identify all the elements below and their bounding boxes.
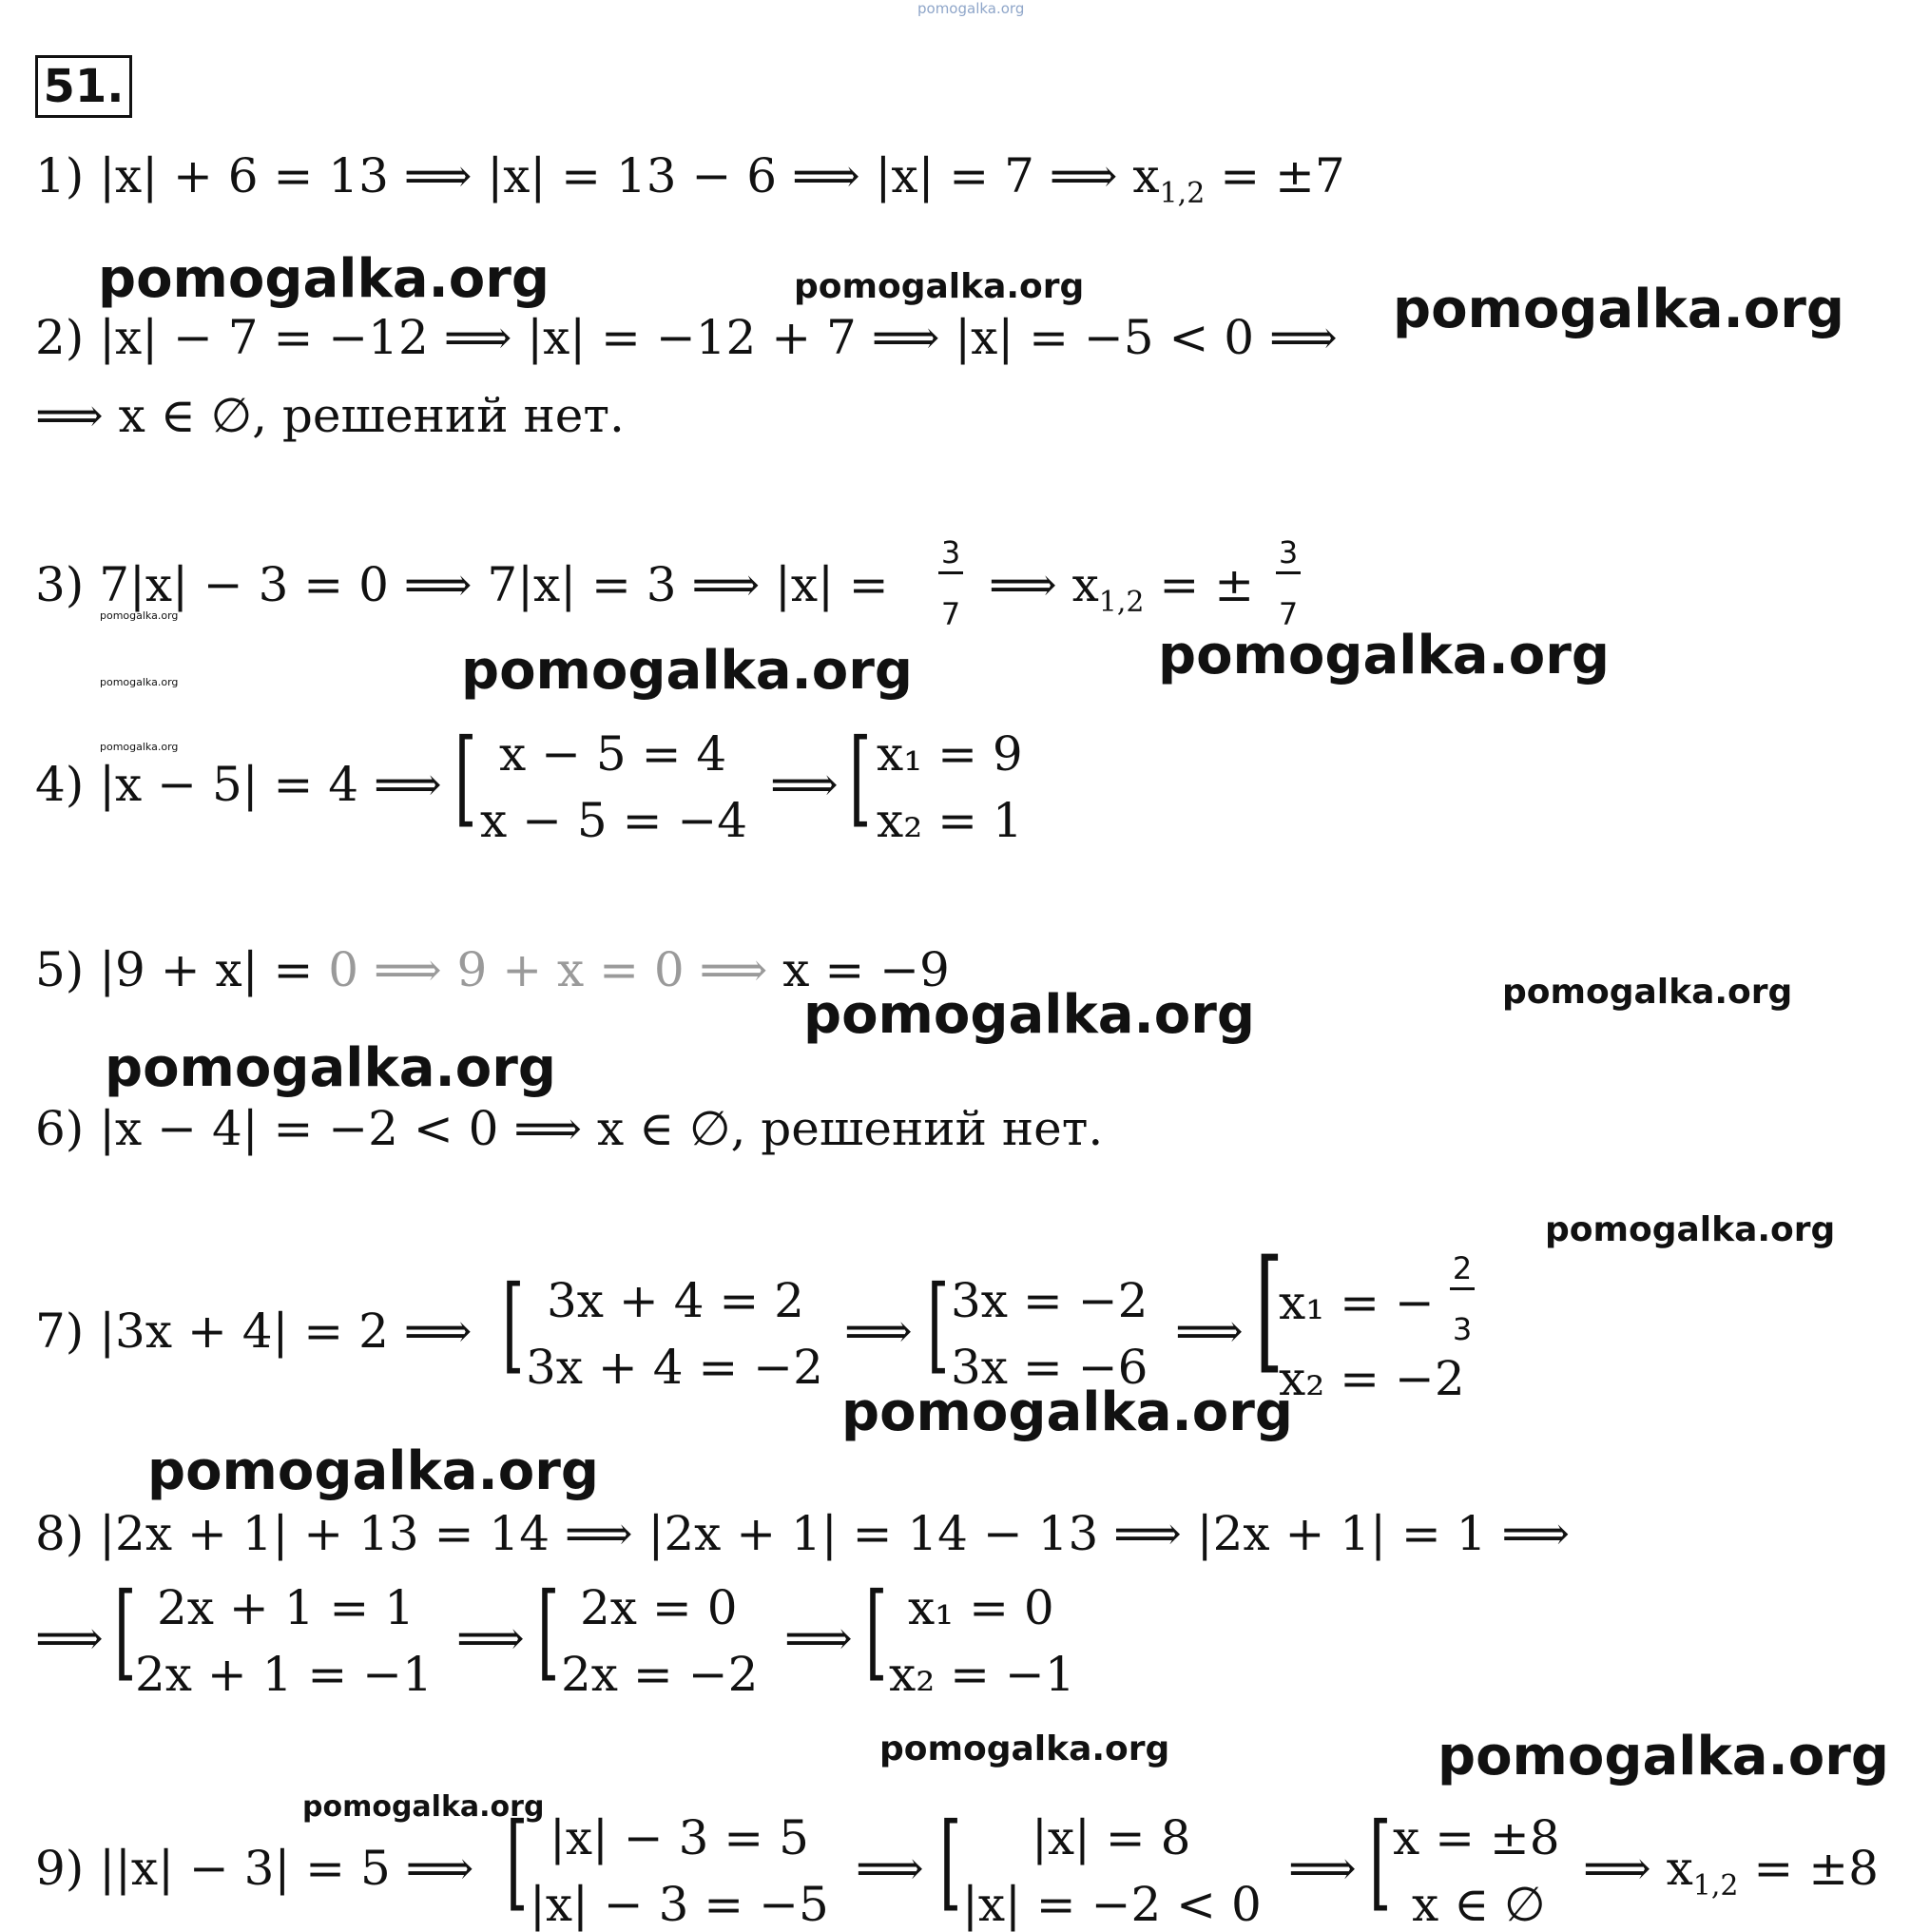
top-watermark: pomogalka.org bbox=[917, 0, 1025, 17]
line-9-final bbox=[1583, 1841, 1879, 1903]
line-9-arrow-2: ⟹ bbox=[1288, 1841, 1357, 1896]
watermark: pomogalka.org bbox=[803, 984, 1255, 1046]
watermark-small: pomogalka.org bbox=[100, 741, 179, 753]
line-1-end: = ±7 bbox=[1220, 148, 1345, 203]
line-9-system-3-top: x = ±8 bbox=[1393, 1810, 1560, 1865]
line-3-subscript: 1,2 bbox=[1098, 586, 1145, 619]
line-9-equation: 9) ||x| − 3| = 5 ⟹ bbox=[35, 1841, 474, 1896]
line-7-system-2-top: 3x = −2 bbox=[951, 1273, 1148, 1328]
watermark: pomogalka.org bbox=[302, 1790, 545, 1824]
line-8-system-2-bottom: 2x = −2 bbox=[561, 1647, 759, 1702]
line-7-system-3-bottom: x₂ = −2 bbox=[1279, 1351, 1465, 1406]
watermark-small: pomogalka.org bbox=[100, 676, 179, 688]
line-8-system-3-bottom: x₂ = −1 bbox=[889, 1647, 1075, 1702]
watermark: pomogalka.org bbox=[1502, 973, 1793, 1012]
line-8-arrow-start: ⟹ bbox=[35, 1611, 104, 1666]
line-4-system-1-bottom: x − 5 = −4 bbox=[480, 793, 748, 848]
line-8-arrow-2: ⟹ bbox=[784, 1611, 853, 1666]
line-8-system-1-top: 2x + 1 = 1 bbox=[157, 1580, 415, 1635]
line-6: 6) |x − 4| = −2 < 0 ⟹ x ∈ ∅, решений нет. bbox=[35, 1101, 1104, 1156]
line-7-bracket-2: [ bbox=[927, 1263, 950, 1384]
line-3-fraction-1-bar bbox=[938, 571, 963, 574]
line-3-x: ⟹ x bbox=[989, 557, 1099, 612]
line-7-bracket-3: [ bbox=[1255, 1232, 1284, 1387]
line-4-bracket-2: [ bbox=[849, 716, 872, 838]
line-7-system-2-bottom: 3x = −6 bbox=[951, 1340, 1148, 1395]
problem-number: 51. bbox=[35, 55, 132, 118]
line-3-fraction-1-denominator: 7 bbox=[940, 596, 961, 632]
line-1 bbox=[35, 148, 1345, 210]
line-9-system-2-top: |x| = 8 bbox=[1032, 1810, 1191, 1865]
line-9-arrow-1: ⟹ bbox=[856, 1841, 924, 1896]
line-7-system-1-top: 3x + 4 = 2 bbox=[547, 1273, 804, 1328]
line-3-fraction-1-numerator: 3 bbox=[940, 534, 961, 570]
watermark: pomogalka.org bbox=[105, 1037, 556, 1099]
line-7-equation: 7) |3x + 4| = 2 ⟹ bbox=[35, 1304, 473, 1359]
line-8-bracket-1: [ bbox=[114, 1570, 137, 1691]
line-9-system-2-bottom: |x| = −2 < 0 bbox=[962, 1877, 1262, 1932]
line-4-arrow: ⟹ bbox=[770, 757, 839, 812]
watermark: pomogalka.org bbox=[1158, 625, 1610, 686]
line-7-fraction-bar bbox=[1450, 1287, 1475, 1290]
watermark-small: pomogalka.org bbox=[100, 609, 179, 622]
line-9-final-value: = ±8 bbox=[1753, 1841, 1879, 1896]
watermark: pomogalka.org bbox=[461, 640, 913, 702]
line-1-text: 1) |x| + 6 = 13 ⟹ |x| = 13 − 6 ⟹ |x| = 7 ⟹ x bbox=[35, 148, 1160, 203]
line-8-bracket-2: [ bbox=[537, 1570, 560, 1691]
line-8-system-1-bottom: 2x + 1 = −1 bbox=[135, 1647, 433, 1702]
line-5-faded: 0 ⟹ 9 + x = 0 ⟹ bbox=[328, 942, 768, 997]
line-9-bracket-2: [ bbox=[939, 1800, 962, 1922]
line-4-system-2-top: x₁ = 9 bbox=[877, 726, 1023, 782]
line-2: 2) |x| − 7 = −12 ⟹ |x| = −12 + 7 ⟹ |x| = −5 < 0 ⟹ bbox=[35, 310, 1338, 365]
line-3-fraction-2-bar bbox=[1276, 571, 1301, 574]
line-7-system-3-top: x₁ = − bbox=[1279, 1275, 1435, 1330]
watermark: pomogalka.org bbox=[1545, 1210, 1836, 1249]
line-9-system-1-bottom: |x| − 3 = −5 bbox=[530, 1877, 829, 1932]
line-5-end: x = −9 bbox=[782, 942, 950, 997]
line-7-fraction-denominator: 3 bbox=[1452, 1311, 1473, 1347]
watermark: pomogalka.org bbox=[1438, 1726, 1889, 1787]
line-9-subscript: 1,2 bbox=[1692, 1869, 1739, 1903]
line-7-system-1-bottom: 3x + 4 = −2 bbox=[526, 1340, 823, 1395]
line-8: 8) |2x + 1| + 13 = 14 ⟹ |2x + 1| = 14 − 13 ⟹ |2x + 1| = 1 ⟹ bbox=[35, 1506, 1571, 1561]
line-7-arrow-2: ⟹ bbox=[1175, 1304, 1244, 1359]
line-4-system-1-top: x − 5 = 4 bbox=[499, 726, 727, 782]
line-3-fraction-2-denominator: 7 bbox=[1278, 596, 1299, 632]
line-1-subscript: 1,2 bbox=[1159, 177, 1206, 210]
watermark: pomogalka.org bbox=[841, 1381, 1293, 1443]
line-2-continuation: ⟹ x ∈ ∅, решений нет. bbox=[35, 388, 625, 443]
line-7-arrow-1: ⟹ bbox=[844, 1304, 913, 1359]
watermark: pomogalka.org bbox=[794, 267, 1085, 306]
line-9-system-1-top: |x| − 3 = 5 bbox=[550, 1810, 809, 1865]
watermark: pomogalka.org bbox=[879, 1729, 1170, 1768]
line-4-bracket-1: [ bbox=[454, 716, 477, 838]
line-8-system-3-top: x₁ = 0 bbox=[908, 1580, 1054, 1635]
line-3-fraction-2-numerator: 3 bbox=[1278, 534, 1299, 570]
line-9-final-x: ⟹ x bbox=[1583, 1841, 1693, 1896]
line-8-system-2-top: 2x = 0 bbox=[580, 1580, 738, 1635]
line-4-system-2-bottom: x₂ = 1 bbox=[877, 793, 1023, 848]
line-9-system-3-bottom: x ∈ ∅ bbox=[1412, 1877, 1546, 1932]
watermark: pomogalka.org bbox=[1393, 279, 1844, 340]
watermark: pomogalka.org bbox=[147, 1440, 599, 1502]
line-9-bracket-3: [ bbox=[1369, 1800, 1392, 1922]
line-7-bracket-1: [ bbox=[502, 1263, 525, 1384]
line-5-start: 5) |9 + x| = bbox=[35, 942, 329, 997]
line-8-bracket-3: [ bbox=[865, 1570, 888, 1691]
line-4-equation: 4) |x − 5| = 4 ⟹ bbox=[35, 757, 442, 812]
line-8-arrow-1: ⟹ bbox=[456, 1611, 525, 1666]
watermark: pomogalka.org bbox=[98, 248, 550, 310]
line-3-pm: = ± bbox=[1159, 557, 1255, 612]
line-3-part-a: 3) 7|x| − 3 = 0 ⟹ 7|x| = 3 ⟹ |x| = bbox=[35, 557, 889, 612]
line-3-part-b bbox=[989, 557, 1255, 619]
line-9-bracket-1: [ bbox=[506, 1800, 529, 1922]
line-7-fraction-numerator: 2 bbox=[1452, 1250, 1473, 1286]
